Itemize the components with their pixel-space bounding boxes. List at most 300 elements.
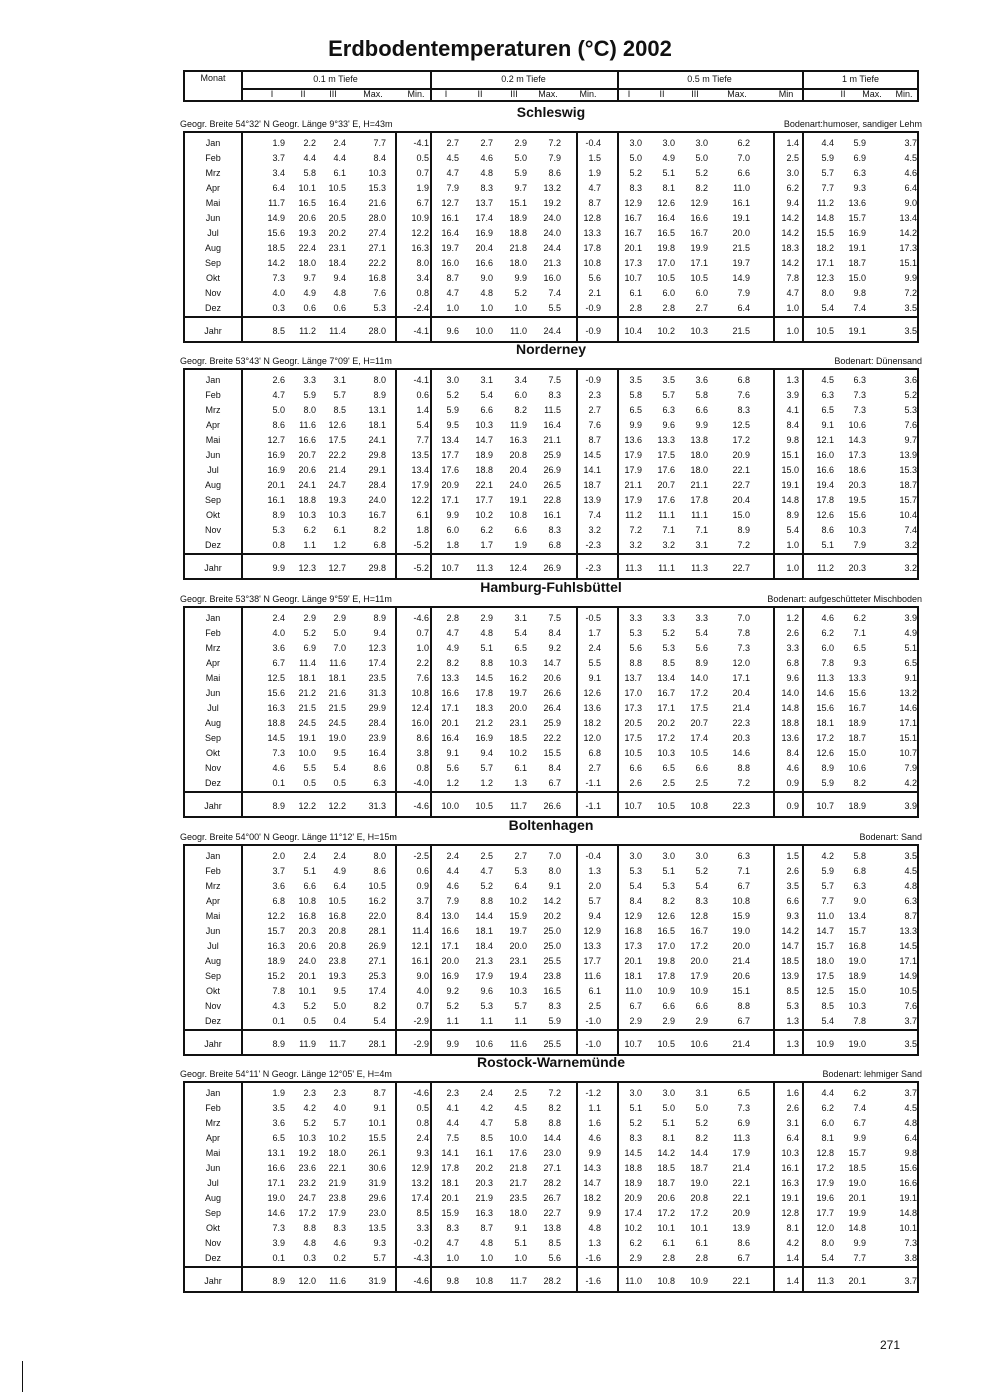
table-cell: 7.1: [662, 525, 675, 535]
table-cell: 4.5: [904, 153, 917, 163]
table-cell: 18.5: [848, 1163, 866, 1173]
table-cell: 19.7: [732, 258, 750, 268]
table-cell: 17.3: [848, 450, 866, 460]
table-cell: 12.8: [781, 1208, 799, 1218]
year-cell: 19.0: [848, 1039, 866, 1049]
table-cell: 13.8: [690, 435, 708, 445]
table-cell: 1.5: [786, 851, 799, 861]
table-cell: 15.0: [848, 273, 866, 283]
table-cell: 1.9: [416, 183, 429, 193]
table-cell: 15.6: [267, 228, 285, 238]
table-cell: 17.5: [624, 733, 642, 743]
table-cell: 18.9: [509, 213, 527, 223]
table-cell: 0.6: [333, 303, 346, 313]
table-cell: 3.4: [272, 168, 285, 178]
table-cell: 19.9: [848, 1208, 866, 1218]
table-cell: 6.4: [786, 1133, 799, 1143]
table-cell: 12.2: [267, 911, 285, 921]
table-cell: 20.9: [732, 450, 750, 460]
table-cell: 5.9: [853, 138, 866, 148]
table-cell: 3.9: [786, 390, 799, 400]
table-cell: 5.7: [373, 1253, 386, 1263]
table-cell: 13.5: [368, 1223, 386, 1233]
table-cell: 17.2: [816, 1163, 834, 1173]
table-cell: 5.6: [695, 643, 708, 653]
table-cell: 5.6: [588, 273, 601, 283]
table-cell: 5.4: [480, 390, 493, 400]
data-table: [183, 131, 919, 343]
table-cell: 29.8: [368, 450, 386, 460]
table-cell: 4.7: [446, 288, 459, 298]
table-cell: 18.2: [583, 718, 601, 728]
table-cell: 16.1: [441, 213, 459, 223]
table-cell: 8.3: [333, 1223, 346, 1233]
table-cell: 15.7: [816, 941, 834, 951]
table-cell: 10.2: [509, 748, 527, 758]
table-cell: 1.3: [514, 778, 527, 788]
table-cell: 14.3: [583, 1163, 601, 1173]
table-cell: 7.6: [904, 420, 917, 430]
table-cell: 21.2: [475, 718, 493, 728]
table-cell: 9.4: [786, 198, 799, 208]
table-cell: 1.1: [480, 1016, 493, 1026]
table-cell: 21.3: [543, 258, 561, 268]
table-cell: 15.0: [848, 748, 866, 758]
table-cell: 8.0: [548, 866, 561, 876]
table-cell: 19.1: [781, 1193, 799, 1203]
table-cell: 9.8: [786, 435, 799, 445]
table-cell: 19.1: [899, 1193, 917, 1203]
table-cell: 4.2: [821, 851, 834, 861]
table-cell: 9.9: [853, 1238, 866, 1248]
year-cell: 10.5: [816, 326, 834, 336]
table-cell: 6.5: [272, 1133, 285, 1143]
table-cell: 17.8: [441, 1163, 459, 1173]
table-cell: 8.3: [548, 1001, 561, 1011]
station-coordinates: Geogr. Breite 54°32' N Geogr. Länge 9°33' E, H=43m: [180, 119, 393, 129]
table-cell: 9.2: [446, 986, 459, 996]
table-cell: 24.0: [509, 480, 527, 490]
table-cell: 21.4: [732, 703, 750, 713]
depth-group-label: 1 m Tiefe: [841, 74, 879, 84]
month-label: Jun: [205, 1163, 221, 1173]
table-cell: 23.0: [368, 1208, 386, 1218]
table-cell: 7.4: [588, 510, 601, 520]
table-cell: 10.2: [509, 896, 527, 906]
table-cell: 21.9: [328, 1178, 346, 1188]
table-cell: 9.9: [446, 510, 459, 520]
table-cell: 8.9: [821, 763, 834, 773]
table-cell: 17.3: [624, 941, 642, 951]
year-cell: 25.5: [543, 1039, 561, 1049]
table-cell: 8.1: [786, 1223, 799, 1233]
table-cell: 17.6: [657, 495, 675, 505]
table-cell: 13.6: [624, 435, 642, 445]
table-cell: 12.0: [816, 1223, 834, 1233]
table-cell: 20.7: [690, 718, 708, 728]
table-cell: 16.2: [368, 896, 386, 906]
table-cell: -2.4: [413, 303, 429, 313]
year-cell: 3.7: [904, 1276, 917, 1286]
table-cell: 3.3: [629, 613, 642, 623]
table-cell: 6.5: [514, 643, 527, 653]
table-cell: 9.1: [514, 1223, 527, 1233]
table-cell: 6.5: [662, 763, 675, 773]
year-cell: 1.0: [786, 563, 799, 573]
table-cell: 14.1: [583, 465, 601, 475]
table-cell: -2.3: [585, 540, 601, 550]
table-cell: -4.6: [413, 1088, 429, 1098]
table-cell: 18.5: [657, 1163, 675, 1173]
table-cell: 21.6: [368, 198, 386, 208]
table-cell: 6.1: [333, 525, 346, 535]
table-cell: 0.7: [416, 1001, 429, 1011]
month-label: Mai: [205, 435, 221, 445]
table-cell: 4.2: [303, 1103, 316, 1113]
table-cell: 3.5: [629, 375, 642, 385]
table-cell: 23.8: [328, 1193, 346, 1203]
table-cell: 6.2: [821, 1103, 834, 1113]
table-cell: 19.3: [328, 495, 346, 505]
table-cell: 0.4: [333, 1016, 346, 1026]
table-cell: 7.9: [446, 896, 459, 906]
table-cell: 6.3: [853, 168, 866, 178]
year-cell: 10.5: [657, 801, 675, 811]
table-cell: 17.2: [690, 941, 708, 951]
year-cell: 10.2: [657, 326, 675, 336]
table-cell: 7.6: [416, 673, 429, 683]
table-cell: 19.7: [509, 926, 527, 936]
table-cell: 11.3: [733, 1133, 750, 1143]
table-cell: 8.5: [662, 658, 675, 668]
table-cell: 5.0: [272, 405, 285, 415]
table-cell: 5.4: [695, 881, 708, 891]
table-cell: 20.1: [441, 1193, 459, 1203]
table-cell: 1.9: [272, 1088, 285, 1098]
table-cell: 18.1: [328, 673, 346, 683]
table-cell: 16.4: [657, 213, 675, 223]
table-cell: 10.5: [368, 881, 386, 891]
table-cell: 16.4: [328, 198, 346, 208]
table-cell: 20.8: [690, 1193, 708, 1203]
table-cell: 15.1: [899, 733, 917, 743]
table-cell: 4.7: [272, 390, 285, 400]
table-cell: 8.9: [373, 613, 386, 623]
table-cell: 8.3: [548, 525, 561, 535]
table-cell: -4.1: [413, 138, 429, 148]
table-cell: 15.1: [899, 258, 917, 268]
month-label: Okt: [205, 510, 220, 520]
month-label: Nov: [204, 288, 221, 298]
table-cell: 6.3: [821, 390, 834, 400]
table-cell: 31.9: [368, 1178, 386, 1188]
table-cell: 17.8: [816, 495, 834, 505]
table-cell: 16.8: [368, 273, 386, 283]
table-cell: 14.7: [583, 1178, 601, 1188]
table-cell: 8.1: [821, 1133, 834, 1143]
table-cell: 17.3: [624, 703, 642, 713]
table-cell: 0.5: [303, 1016, 316, 1026]
table-cell: -2.5: [413, 851, 429, 861]
table-cell: 8.3: [446, 1223, 459, 1233]
table-cell: 16.9: [267, 450, 285, 460]
month-label: Nov: [204, 763, 221, 773]
table-cell: 3.5: [904, 851, 917, 861]
table-cell: 10.1: [368, 1118, 386, 1128]
table-cell: 4.8: [904, 1118, 917, 1128]
table-cell: 8.9: [737, 525, 750, 535]
table-cell: 7.6: [904, 1001, 917, 1011]
table-cell: 19.0: [732, 926, 750, 936]
table-cell: 12.6: [816, 748, 834, 758]
table-cell: 6.8: [548, 540, 561, 550]
table-cell: 10.5: [657, 273, 675, 283]
table-cell: 21.6: [328, 688, 346, 698]
table-cell: 12.7: [441, 198, 459, 208]
table-cell: 9.7: [514, 183, 527, 193]
year-cell: 10.7: [816, 801, 834, 811]
table-cell: 17.3: [899, 243, 917, 253]
year-cell: 26.9: [543, 563, 561, 573]
year-cell: 31.3: [368, 801, 386, 811]
table-cell: 10.3: [368, 168, 386, 178]
table-cell: 17.5: [690, 703, 708, 713]
table-cell: 17.9: [624, 495, 642, 505]
table-cell: -2.9: [413, 1016, 429, 1026]
month-label: Jun: [205, 450, 221, 460]
table-cell: 20.2: [543, 911, 561, 921]
table-cell: 14.8: [781, 703, 799, 713]
table-cell: 20.2: [475, 1163, 493, 1173]
table-cell: 8.0: [303, 405, 316, 415]
table-cell: 2.0: [588, 881, 601, 891]
table-cell: 13.3: [583, 228, 601, 238]
table-cell: 8.8: [629, 658, 642, 668]
table-cell: 22.1: [732, 465, 750, 475]
table-cell: 10.2: [475, 510, 493, 520]
table-cell: 24.7: [298, 1193, 316, 1203]
table-cell: 14.3: [848, 435, 866, 445]
table-cell: 8.9: [373, 390, 386, 400]
table-cell: 10.5: [899, 986, 917, 996]
table-cell: 3.8: [904, 1253, 917, 1263]
table-cell: 23.1: [509, 956, 527, 966]
table-cell: 15.0: [732, 510, 750, 520]
column-label: III: [329, 89, 337, 99]
table-cell: 13.1: [267, 1148, 285, 1158]
table-cell: 5.1: [662, 866, 675, 876]
table-cell: 13.1: [368, 405, 386, 415]
table-cell: 8.3: [737, 405, 750, 415]
table-cell: 2.8: [662, 303, 675, 313]
year-cell: 28.0: [368, 326, 386, 336]
table-cell: 7.3: [853, 405, 866, 415]
table-cell: 7.9: [853, 540, 866, 550]
table-cell: 8.2: [373, 525, 386, 535]
table-cell: -4.0: [413, 778, 429, 788]
year-cell: 11.7: [510, 1276, 527, 1286]
table-cell: 16.7: [848, 703, 866, 713]
table-cell: 5.8: [514, 1118, 527, 1128]
table-cell: 8.7: [588, 435, 601, 445]
table-cell: 5.5: [588, 658, 601, 668]
month-label: Mai: [205, 673, 221, 683]
table-cell: 18.5: [509, 733, 527, 743]
table-cell: 17.1: [441, 495, 459, 505]
month-label: Jul: [207, 228, 219, 238]
table-cell: 17.1: [690, 258, 708, 268]
table-cell: 9.0: [480, 273, 493, 283]
year-cell: 19.1: [848, 326, 866, 336]
table-cell: 1.3: [588, 866, 601, 876]
table-cell: 11.5: [544, 405, 561, 415]
table-cell: 15.3: [899, 465, 917, 475]
table-cell: 26.9: [368, 941, 386, 951]
year-cell: 9.9: [446, 1039, 459, 1049]
table-cell: 3.1: [695, 1088, 708, 1098]
table-cell: 8.5: [416, 1208, 429, 1218]
table-cell: 3.1: [514, 613, 527, 623]
table-cell: 5.4: [629, 881, 642, 891]
table-cell: 6.8: [588, 748, 601, 758]
table-cell: 18.9: [267, 956, 285, 966]
table-cell: 14.6: [267, 1208, 285, 1218]
year-cell: 11.1: [658, 563, 675, 573]
table-cell: 21.3: [475, 956, 493, 966]
year-cell: 11.2: [299, 326, 316, 336]
table-cell: 18.1: [368, 420, 386, 430]
table-cell: 8.2: [373, 1001, 386, 1011]
table-cell: 15.5: [816, 228, 834, 238]
table-cell: 22.3: [732, 718, 750, 728]
table-cell: 8.7: [446, 273, 459, 283]
month-label: Jan: [205, 1088, 221, 1098]
table-cell: 6.8: [853, 866, 866, 876]
month-label: Sep: [204, 1208, 221, 1218]
table-cell: 0.9: [786, 778, 799, 788]
table-cell: 7.9: [904, 763, 917, 773]
table-cell: 20.2: [328, 228, 346, 238]
table-cell: 25.0: [543, 926, 561, 936]
month-label: Jul: [207, 1178, 219, 1188]
table-cell: 4.9: [333, 866, 346, 876]
year-cell: 3.9: [904, 801, 917, 811]
column-label: III: [510, 89, 518, 99]
table-cell: 1.0: [514, 1253, 527, 1263]
table-cell: 12.6: [657, 198, 675, 208]
table-cell: 7.7: [416, 435, 429, 445]
table-cell: 5.7: [514, 1001, 527, 1011]
table-cell: 7.4: [904, 525, 917, 535]
column-label: Max.: [538, 89, 558, 99]
table-cell: 6.6: [514, 525, 527, 535]
table-cell: 2.3: [446, 1088, 459, 1098]
year-cell: -0.9: [585, 326, 601, 336]
table-cell: 8.8: [480, 896, 493, 906]
table-cell: -0.5: [585, 613, 601, 623]
column-separator: [241, 133, 243, 341]
table-cell: 4.6: [904, 168, 917, 178]
table-cell: 5.8: [629, 390, 642, 400]
table-cell: 16.7: [690, 926, 708, 936]
table-cell: 8.8: [480, 658, 493, 668]
month-label: Apr: [205, 1133, 220, 1143]
table-cell: 20.1: [267, 480, 285, 490]
table-cell: 9.4: [480, 748, 493, 758]
table-cell: 0.5: [416, 153, 429, 163]
table-cell: 1.4: [786, 138, 799, 148]
month-label: Dez: [204, 540, 221, 550]
table-cell: 18.5: [267, 243, 285, 253]
table-cell: 6.4: [904, 183, 917, 193]
table-cell: 16.1: [267, 495, 285, 505]
table-cell: 20.4: [475, 243, 493, 253]
table-cell: 13.7: [475, 198, 493, 208]
table-cell: 12.5: [732, 420, 750, 430]
table-cell: 4.4: [303, 153, 316, 163]
year-row-divider: [185, 553, 917, 555]
table-cell: 16.1: [781, 1163, 799, 1173]
table-cell: 20.6: [657, 1193, 675, 1203]
table-cell: 13.3: [583, 941, 601, 951]
table-cell: 6.5: [821, 405, 834, 415]
table-cell: 10.8: [732, 896, 750, 906]
table-cell: 6.3: [737, 851, 750, 861]
table-cell: 7.6: [373, 288, 386, 298]
table-cell: 17.9: [690, 971, 708, 981]
table-cell: 4.5: [514, 1103, 527, 1113]
table-cell: 8.5: [821, 1001, 834, 1011]
table-cell: 7.9: [548, 153, 561, 163]
table-cell: 18.0: [690, 450, 708, 460]
table-cell: 7.2: [548, 138, 561, 148]
table-cell: 16.8: [624, 926, 642, 936]
table-cell: 6.5: [629, 405, 642, 415]
month-header: Monat: [200, 73, 226, 83]
table-cell: 4.7: [480, 866, 493, 876]
table-cell: 3.3: [786, 643, 799, 653]
table-cell: 8.2: [695, 1133, 708, 1143]
table-cell: 10.5: [690, 273, 708, 283]
month-label: Jun: [205, 213, 221, 223]
table-cell: 5.9: [446, 405, 459, 415]
table-cell: 1.0: [786, 303, 799, 313]
table-cell: 13.9: [732, 1223, 750, 1233]
table-cell: 8.0: [416, 258, 429, 268]
year-cell: 10.9: [690, 1276, 708, 1286]
table-cell: 2.8: [695, 1253, 708, 1263]
table-cell: 10.1: [657, 1223, 675, 1233]
table-cell: 7.5: [548, 613, 561, 623]
table-cell: 2.9: [333, 613, 346, 623]
station-block: [180, 104, 922, 340]
table-cell: 0.7: [416, 168, 429, 178]
table-cell: 7.7: [853, 1253, 866, 1263]
table-cell: 8.3: [695, 896, 708, 906]
table-cell: 10.2: [624, 1223, 642, 1233]
table-cell: 5.3: [480, 1001, 493, 1011]
month-label: Jan: [205, 138, 221, 148]
table-cell: 23.8: [543, 971, 561, 981]
table-cell: 20.1: [848, 1193, 866, 1203]
table-cell: 8.3: [629, 1133, 642, 1143]
table-cell: 4.0: [416, 986, 429, 996]
table-cell: 22.1: [732, 1178, 750, 1188]
table-cell: 3.0: [446, 375, 459, 385]
table-cell: 15.9: [509, 911, 527, 921]
table-cell: 9.9: [588, 1148, 601, 1158]
table-cell: 2.9: [514, 138, 527, 148]
